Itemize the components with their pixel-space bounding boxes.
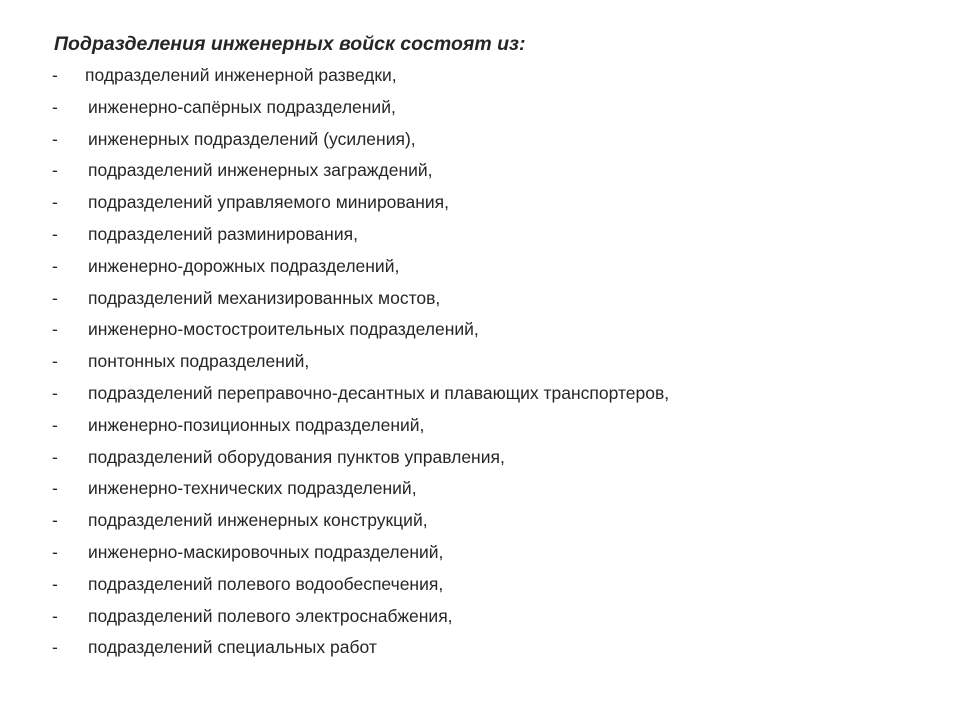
bullet-dash: - xyxy=(52,287,58,308)
bullet-dash: - xyxy=(52,446,58,467)
list-item-text: инженерных подразделений (усиления), xyxy=(88,128,416,149)
bullet-dash: - xyxy=(52,128,58,149)
bullet-dash: - xyxy=(52,351,58,372)
list-item-text: подразделений инженерной разведки, xyxy=(85,65,397,85)
bullet-dash: - xyxy=(52,192,58,213)
bullet-dash: - xyxy=(52,255,58,276)
list-item-text: подразделений инженерных заграждений, xyxy=(88,160,433,181)
list-item-text: подразделений полевого водообеспечения, xyxy=(88,573,444,594)
list-item-text: инженерно-сапёрных подразделений, xyxy=(88,96,396,117)
bullet-dash: - xyxy=(52,510,58,531)
list-item-text: подразделений полевого электроснабжения, xyxy=(88,605,453,626)
list-item-text: инженерно-дорожных подразделений, xyxy=(88,255,400,276)
slide-heading: Подразделения инженерных войск состоят из: xyxy=(54,33,526,55)
list-item-text: понтонных подразделений, xyxy=(88,351,310,372)
list-item-text: подразделений управляемого минирования, xyxy=(88,192,450,213)
bullet-dash: - xyxy=(52,319,58,340)
list-item-text: инженерно-технических подразделений, xyxy=(88,478,417,499)
list-item-text: инженерно-мостостроительных подразделений, xyxy=(88,319,479,340)
list-item-text: подразделений разминирования, xyxy=(88,223,358,244)
list-item-text: инженерно-позиционных подразделений, xyxy=(88,414,425,435)
bullet-dash: - xyxy=(52,637,58,658)
bullet-dash: - xyxy=(52,541,58,562)
bullet-dash: - xyxy=(52,65,58,85)
list-item-text: подразделений оборудования пунктов управления, xyxy=(88,446,505,467)
list-item-text: подразделений переправочно-десантных и плавающих транспортеров, xyxy=(88,382,670,403)
bullet-dash: - xyxy=(52,160,58,181)
bullet-dash: - xyxy=(52,478,58,499)
bullet-dash: - xyxy=(52,382,58,403)
list-item-text: подразделений механизированных мостов, xyxy=(88,287,441,308)
bullet-dash: - xyxy=(52,223,58,244)
list-item-text: подразделений инженерных конструкций, xyxy=(88,510,428,531)
bullet-dash: - xyxy=(52,605,58,626)
list-item-text: инженерно-маскировочных подразделений, xyxy=(88,541,444,562)
list-item-text: подразделений специальных работ xyxy=(88,637,377,658)
bullet-dash: - xyxy=(52,96,58,117)
bullet-dash: - xyxy=(52,414,58,435)
bullet-dash: - xyxy=(52,573,58,594)
